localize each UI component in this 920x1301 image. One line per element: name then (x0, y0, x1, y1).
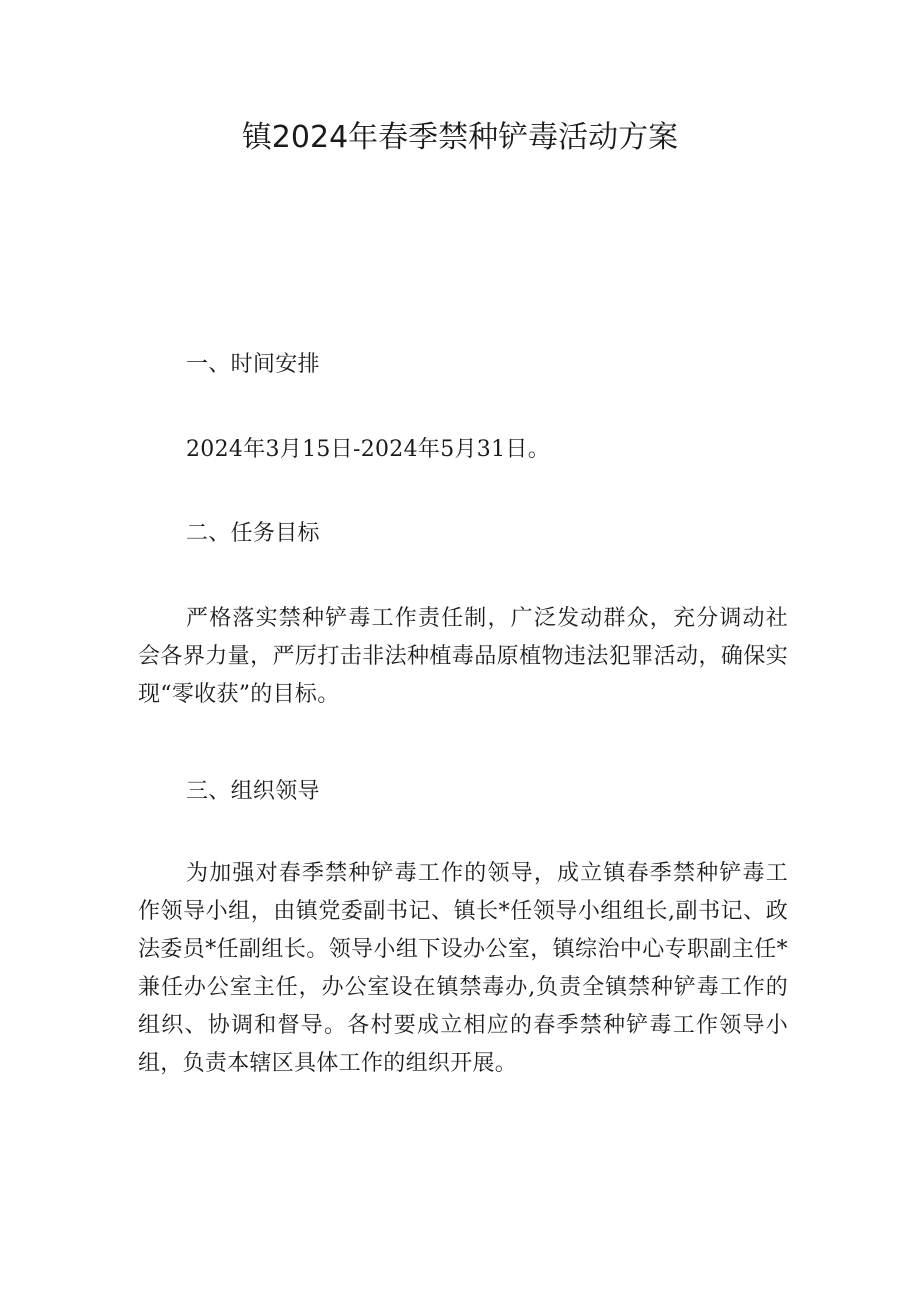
section-heading-schedule: 一、时间安排 (186, 352, 320, 377)
section-body-leadership: 为加强对春季禁种铲毒工作的领导，成立镇春季禁种铲毒工作领导小组，由镇党委副书记、镇长*任领导小组组长,副书记、政法委员*任副组长。领导小组下设办公室，镇综治中心专职副主任*兼任办公室主任，办公室设在镇禁毒办,负责全镇禁种铲毒工作的组织、协调和督导。各村要成立相应的春季禁种铲毒工作领导小组，负责本辖区具体工作的组织开展。 (138, 861, 788, 1076)
section-heading-leadership: 三、组织领导 (186, 779, 320, 804)
section-body-schedule: 2024年3月15日-2024年5月31日。 (186, 437, 550, 462)
document-title: 镇2024年春季禁种铲毒活动方案 (241, 120, 679, 155)
section-body-goals: 严格落实禁种铲毒工作责任制，广泛发动群众，充分调动社会各界力量，严厉打击非法种植毒品原植物违法犯罪活动，确保实现“零收获”的目标。 (138, 606, 788, 707)
section-heading-goals: 二、任务目标 (186, 521, 320, 546)
